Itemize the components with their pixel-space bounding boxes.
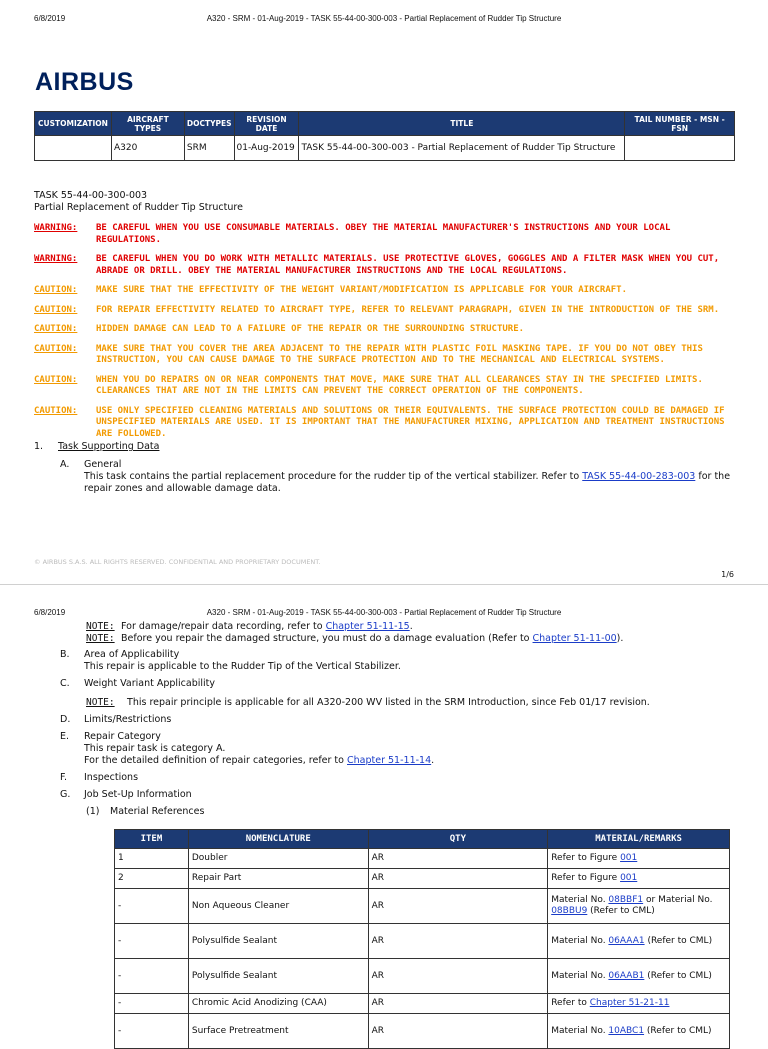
subsection-b: B. Area of Applicability This repair is applicable to the Rudder Tip of the Vertical Stabilizer. — [60, 649, 401, 672]
revision-date-value: 01-Aug-2019 — [234, 136, 299, 161]
nomenclature-cell: Chromic Acid Anodizing (CAA) — [188, 994, 368, 1014]
tail-number-value — [625, 136, 735, 161]
remarks-cell: Material No. 06AAA1 (Refer to CML) — [548, 924, 730, 959]
qty-cell: AR — [368, 994, 548, 1014]
note-c: NOTE: This repair principle is applicable for all A320-200 WV listed in the SRM Introduction, since Feb 01/17 revision. — [86, 697, 650, 708]
caution-label: CAUTION: — [34, 374, 78, 385]
caution-text: HIDDEN DAMAGE CAN LEAD TO A FAILURE OF THE REPAIR OR THE SURROUNDING STRUCTURE. — [96, 324, 525, 334]
remarks-cell: Material No. 10ABC1 (Refer to CML) — [548, 1014, 730, 1049]
caution-text: FOR REPAIR EFFECTIVITY RELATED TO AIRCRAFT TYPE, REFER TO RELEVANT PARAGRAPH, GIVEN IN THE INTRODUCTION OF THE SRM. — [96, 304, 720, 315]
table-row — [115, 994, 730, 1014]
material-link[interactable]: 001 — [620, 853, 638, 863]
item-cell: - — [115, 959, 189, 994]
caution-label: CAUTION: — [34, 343, 78, 354]
warning-notice — [34, 223, 734, 246]
material-link[interactable]: 06AAB1 — [608, 970, 645, 981]
subsection-e: E. Repair Category This repair task is category A. For the detailed definition of repair categories, refer to Chapter 51-11-14. — [60, 731, 435, 766]
header-nomenclature: NOMENCLATURE — [188, 830, 368, 849]
header-item: ITEM — [115, 830, 189, 849]
subsection-text: This task contains the partial replacement procedure for the rudder tip of the vertical stabilizer. Refer to TASK 55-44-00-283-003 for the repair zones and allowable damage data. — [84, 471, 731, 494]
section-number: 1. — [34, 441, 44, 452]
caution-label: CAUTION: — [34, 324, 78, 334]
caution-text: MAKE SURE THAT YOU COVER THE AREA ADJACENT TO THE REPAIR WITH PLASTIC FOIL MASKING TAPE. IF YOU DO NOT OBEY THIS INSTRUCTION, YOU CAN CAUSE DAMAGE TO THE SURFACE PROTECTION AND TO THE MECHANICAL AND ELECTRICAL SYSTEMS. — [96, 343, 703, 365]
header-tail-number: TAIL NUMBER - MSN - FSN — [625, 112, 735, 136]
warning-notice — [34, 254, 734, 277]
title-value: TASK 55-44-00-300-003 - Partial Replacement of Rudder Tip Structure — [299, 136, 625, 161]
caution-notice — [34, 406, 734, 441]
material-link[interactable]: 06AAA1 — [608, 935, 645, 946]
metadata-table — [34, 111, 735, 161]
header-aircraft-types: AIRCRAFT TYPES — [111, 112, 184, 136]
remarks-cell: Refer to Figure 001 — [548, 849, 730, 869]
item-cell: 1 — [115, 849, 189, 869]
material-link[interactable]: 001 — [620, 873, 638, 883]
item-cell: - — [115, 1014, 189, 1049]
header-doctypes: DOCTYPES — [184, 112, 234, 136]
caution-notice — [34, 285, 734, 297]
chapter-link[interactable]: Chapter 51-11-15 — [325, 621, 410, 632]
subsection-title: General — [84, 459, 122, 470]
metadata-header-row — [35, 112, 735, 136]
caution-label: CAUTION: — [34, 405, 78, 416]
material-link[interactable]: 08BBU9 — [551, 906, 588, 916]
caution-notice — [34, 375, 734, 398]
print-title: A320 - SRM - 01-Aug-2019 - TASK 55-44-00-300-003 - Partial Replacement of Rudder Tip Structure — [206, 608, 562, 617]
remarks-cell: Refer to Chapter 51-21-11 — [548, 994, 730, 1014]
section-1 — [34, 441, 734, 453]
caution-label: CAUTION: — [34, 285, 78, 295]
warning-text: BE CAREFUL WHEN YOU USE CONSUMABLE MATERIALS. OBEY THE MATERIAL MANUFACTURER'S INSTRUCTIONS AND YOUR LOCAL REGULATIONS. — [96, 223, 671, 245]
table-row — [115, 849, 730, 869]
item-cell: - — [115, 889, 189, 924]
material-references-table — [114, 829, 730, 1049]
caution-text: WHEN YOU DO REPAIRS ON OR NEAR COMPONENTS THAT MOVE, MAKE SURE THAT ALL CLEARANCES STAY IN THE SPECIFIED LIMITS. CLEARANCES THAT ARE NOT IN THE LIMITS CAN PREVENT THE CORRECT OPERATION OF THE COMPONENTS. — [96, 374, 703, 396]
table-row — [115, 889, 730, 924]
qty-cell: AR — [368, 849, 548, 869]
nomenclature-cell: Polysulfide Sealant — [188, 924, 368, 959]
warning-label: WARNING: — [34, 223, 78, 233]
header-qty: QTY — [368, 830, 548, 849]
print-date: 6/8/2019 — [34, 608, 66, 617]
page-2-body — [34, 621, 734, 818]
note-1: NOTE: For damage/repair data recording, refer to Chapter 51-11-15. — [86, 621, 413, 632]
item-cell: - — [115, 994, 189, 1014]
subsection-f: F. Inspections — [60, 772, 139, 783]
header-material-remarks: MATERIAL/REMARKS — [548, 830, 730, 849]
doctype-value: SRM — [184, 136, 234, 161]
remarks-cell: Refer to Figure 001 — [548, 869, 730, 889]
caution-text: MAKE SURE THAT THE EFFECTIVITY OF THE WEIGHT VARIANT/MODIFICATION IS APPLICABLE FOR YOUR AIRCRAFT. — [96, 285, 628, 295]
copyright-footer: © AIRBUS S.A.S. ALL RIGHTS RESERVED. CONFIDENTIAL AND PROPRIETARY DOCUMENT. — [34, 558, 321, 566]
header-customization: CUSTOMIZATION — [35, 112, 112, 136]
task-id: TASK 55-44-00-300-003 — [34, 190, 148, 201]
subsection-number: A. — [60, 459, 70, 470]
material-header-row — [115, 830, 730, 849]
material-link[interactable]: 10ABC1 — [608, 1025, 645, 1036]
subsection-d: D. Limits/Restrictions — [60, 714, 172, 725]
table-row — [115, 924, 730, 959]
header-title: TITLE — [299, 112, 625, 136]
material-link[interactable]: Chapter 51-21-11 — [589, 998, 670, 1008]
chapter-link[interactable]: Chapter 51-11-14 — [347, 755, 432, 766]
subsection-g1: (1) Material References — [86, 806, 205, 817]
airbus-logo: AIRBUS — [35, 68, 134, 96]
caution-text: USE ONLY SPECIFIED CLEANING MATERIALS AND SOLUTIONS OR THEIR EQUIVALENTS. THE SURFACE PROTECTION COULD BE DAMAGED IF UNSPECIFIED MATERIALS ARE USED. IT IS IMPORTANT THAT THE MANUFACTURER MIXING, APPLICATION AND TREATMENT INSTRUCTIONS ARE FOLLOWED. — [96, 405, 725, 439]
subsection-a — [60, 459, 734, 495]
table-row — [115, 869, 730, 889]
print-date: 6/8/2019 — [34, 14, 66, 23]
nomenclature-cell: Surface Pretreatment — [188, 1014, 368, 1049]
header-revision-date: REVISION DATE — [234, 112, 299, 136]
customization-value — [35, 136, 112, 161]
task-body — [34, 190, 734, 495]
print-title: A320 - SRM - 01-Aug-2019 - TASK 55-44-00-300-003 - Partial Replacement of Rudder Tip Structure — [206, 14, 562, 23]
item-cell: - — [115, 924, 189, 959]
qty-cell: AR — [368, 869, 548, 889]
warning-label: WARNING: — [34, 254, 78, 264]
table-row — [115, 1014, 730, 1049]
chapter-link[interactable]: Chapter 51-11-00 — [532, 633, 617, 644]
task-link[interactable]: TASK 55-44-00-283-003 — [582, 471, 696, 482]
caution-notice — [34, 344, 734, 367]
note-2: NOTE: Before you repair the damaged structure, you must do a damage evaluation (Refer to Chapter 51-11-00). — [86, 633, 624, 644]
nomenclature-cell: Repair Part — [188, 869, 368, 889]
page-number: 1/6 — [721, 570, 734, 579]
qty-cell: AR — [368, 924, 548, 959]
caution-notice — [34, 305, 734, 317]
warning-text: BE CAREFUL WHEN YOU DO WORK WITH METALLIC MATERIALS. USE PROTECTIVE GLOVES, GOGGLES AND A FILTER MASK WHEN YOU CUT, ABRADE OR DRILL. OBEY THE MATERIAL MANUFACTURER INSTRUCTIONS AND THE LOCAL REGULATIONS. — [96, 254, 720, 276]
qty-cell: AR — [368, 889, 548, 924]
aircraft-type-value: A320 — [111, 136, 184, 161]
material-link[interactable]: 08BBF1 — [608, 895, 644, 905]
caution-notice — [34, 324, 734, 336]
caution-label: CAUTION: — [34, 304, 78, 315]
subsection-c: C. Weight Variant Applicability — [60, 678, 216, 689]
metadata-value-row — [35, 136, 735, 161]
item-cell: 2 — [115, 869, 189, 889]
qty-cell: AR — [368, 959, 548, 994]
subsection-g: G. Job Set-Up Information — [60, 789, 192, 800]
nomenclature-cell: Polysulfide Sealant — [188, 959, 368, 994]
section-title: Task Supporting Data — [58, 441, 160, 452]
remarks-cell: Material No. 06AAB1 (Refer to CML) — [548, 959, 730, 994]
table-row — [115, 959, 730, 994]
nomenclature-cell: Non Aqueous Cleaner — [188, 889, 368, 924]
remarks-cell: Material No. 08BBF1 or Material No. 08BBU9 (Refer to CML) — [548, 889, 730, 924]
qty-cell: AR — [368, 1014, 548, 1049]
nomenclature-cell: Doubler — [188, 849, 368, 869]
task-title: Partial Replacement of Rudder Tip Structure — [34, 201, 243, 213]
